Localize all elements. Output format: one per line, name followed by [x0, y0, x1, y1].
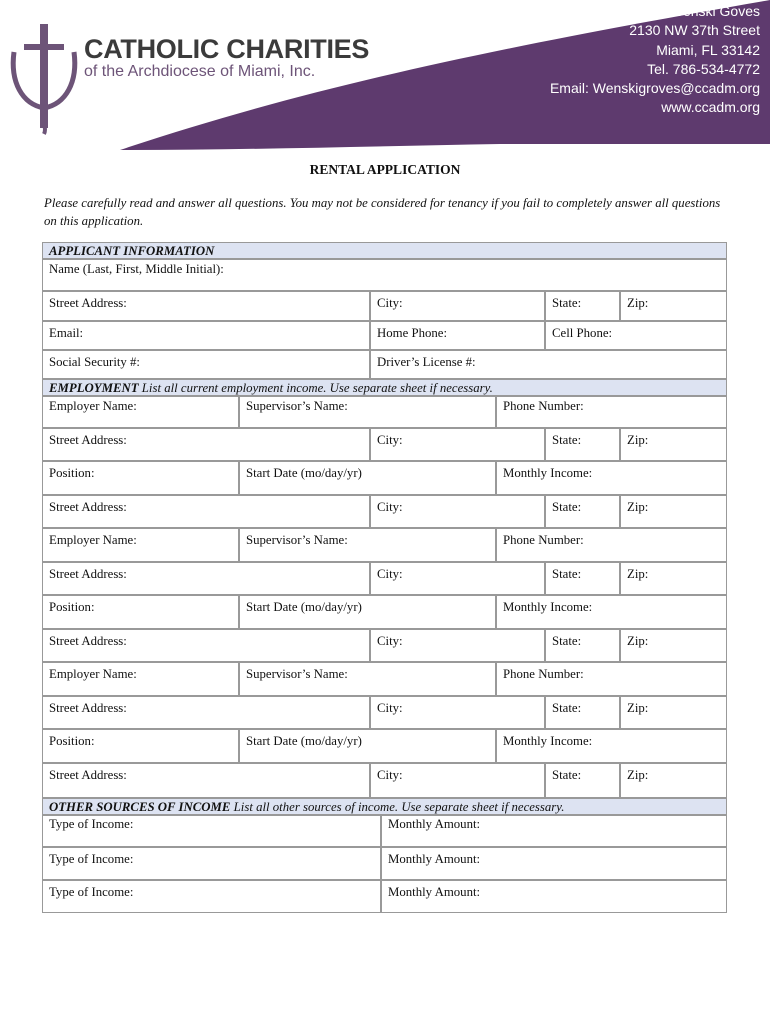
- employer-zip-field[interactable]: Zip:: [620, 696, 727, 729]
- monthly-income-field[interactable]: Monthly Income:: [496, 729, 727, 763]
- name-field[interactable]: Name (Last, First, Middle Initial):: [42, 259, 727, 291]
- section-applicant: [42, 242, 727, 259]
- income-amount-field[interactable]: Monthly Amount:: [381, 880, 727, 913]
- section-other-income-note: List all other sources of income. Use separate sheet if necessary.: [230, 800, 565, 814]
- section-other-income: [42, 798, 727, 815]
- employer-phone-field[interactable]: Phone Number:: [496, 528, 727, 562]
- cross-logo-icon: [8, 22, 82, 142]
- supervisor-name-field[interactable]: Supervisor’s Name:: [239, 396, 496, 428]
- employer-state-field[interactable]: State:: [545, 629, 620, 662]
- employer-state-field[interactable]: State:: [545, 763, 620, 798]
- section-employment-title: EMPLOYMENT: [49, 381, 139, 395]
- letterhead: [0, 0, 770, 150]
- employer-street-field[interactable]: Street Address:: [42, 562, 370, 595]
- applicant-street-field[interactable]: Street Address:: [42, 291, 370, 321]
- income-amount-field[interactable]: Monthly Amount:: [381, 815, 727, 847]
- position-field[interactable]: Position:: [42, 595, 239, 629]
- employer-city-field[interactable]: City:: [370, 428, 545, 461]
- contact-email: Email: Wenskigroves@ccadm.org: [549, 80, 760, 97]
- section-other-income-title: OTHER SOURCES OF INCOME: [49, 800, 231, 814]
- employer-street-field[interactable]: Street Address:: [42, 696, 370, 729]
- income-type-field[interactable]: Type of Income:: [42, 847, 381, 880]
- start-date-field[interactable]: Start Date (mo/day/yr): [239, 461, 496, 495]
- contact-website: www.ccadm.org: [661, 99, 760, 116]
- applicant-state-field[interactable]: State:: [545, 291, 620, 321]
- employer-street-field[interactable]: Street Address:: [42, 763, 370, 798]
- employer-name-field[interactable]: Employer Name:: [42, 662, 239, 696]
- employer-zip-field[interactable]: Zip:: [620, 629, 727, 662]
- income-type-field[interactable]: Type of Income:: [42, 880, 381, 913]
- employer-city-field[interactable]: City:: [370, 562, 545, 595]
- employer-city-field[interactable]: City:: [370, 495, 545, 528]
- employer-zip-field[interactable]: Zip:: [620, 562, 727, 595]
- supervisor-name-field[interactable]: Supervisor’s Name:: [239, 662, 496, 696]
- section-applicant-title: APPLICANT INFORMATION: [49, 244, 215, 258]
- contact-block: [550, 2, 760, 118]
- email-field[interactable]: Email:: [42, 321, 370, 350]
- contact-phone: Tel. 786-534-4772: [647, 60, 760, 77]
- monthly-income-field[interactable]: Monthly Income:: [496, 461, 727, 495]
- org-subtitle: of the Archdiocese of Miami, Inc.: [84, 63, 316, 80]
- employer-street-field[interactable]: Street Address:: [42, 495, 370, 528]
- contact-street: 2130 NW 37th Street: [629, 22, 760, 39]
- employer-state-field[interactable]: State:: [545, 696, 620, 729]
- org-name: CATHOLIC CHARITIES: [84, 34, 370, 64]
- page-title: RENTAL APPLICATION: [309, 162, 461, 177]
- cell-phone-field[interactable]: Cell Phone:: [545, 321, 727, 350]
- monthly-income-field[interactable]: Monthly Income:: [496, 595, 727, 629]
- employer-zip-field[interactable]: Zip:: [620, 495, 727, 528]
- employer-city-field[interactable]: City:: [370, 763, 545, 798]
- position-field[interactable]: Position:: [42, 461, 239, 495]
- income-amount-field[interactable]: Monthly Amount:: [381, 847, 727, 880]
- supervisor-name-field[interactable]: Supervisor’s Name:: [239, 528, 496, 562]
- employer-name-field[interactable]: Employer Name:: [42, 528, 239, 562]
- income-type-field[interactable]: Type of Income:: [42, 815, 381, 847]
- applicant-city-field[interactable]: City:: [370, 291, 545, 321]
- rental-form: [42, 242, 727, 913]
- employer-zip-field[interactable]: Zip:: [620, 428, 727, 461]
- employer-state-field[interactable]: State:: [545, 428, 620, 461]
- employer-city-field[interactable]: City:: [370, 696, 545, 729]
- employer-street-field[interactable]: Street Address:: [42, 629, 370, 662]
- employer-street-field[interactable]: Street Address:: [42, 428, 370, 461]
- applicant-zip-field[interactable]: Zip:: [620, 291, 727, 321]
- start-date-field[interactable]: Start Date (mo/day/yr): [239, 729, 496, 763]
- position-field[interactable]: Position:: [42, 729, 239, 763]
- intro-text: Please carefully read and answer all questions. You may not be considered for tenancy if you fail to completely answer all questions on this application.: [44, 196, 721, 228]
- contact-name: Wenski Goves: [670, 3, 760, 19]
- employer-city-field[interactable]: City:: [370, 629, 545, 662]
- ssn-field[interactable]: Social Security #:: [42, 350, 370, 379]
- section-employment-note: List all current employment income. Use separate sheet if necessary.: [138, 381, 493, 395]
- contact-city: Miami, FL 33142: [656, 41, 760, 58]
- start-date-field[interactable]: Start Date (mo/day/yr): [239, 595, 496, 629]
- section-employment: [42, 379, 727, 396]
- home-phone-field[interactable]: Home Phone:: [370, 321, 545, 350]
- employer-state-field[interactable]: State:: [545, 495, 620, 528]
- license-field[interactable]: Driver’s License #:: [370, 350, 727, 379]
- employer-state-field[interactable]: State:: [545, 562, 620, 595]
- employer-name-field[interactable]: Employer Name:: [42, 396, 239, 428]
- employer-zip-field[interactable]: Zip:: [620, 763, 727, 798]
- employer-phone-field[interactable]: Phone Number:: [496, 662, 727, 696]
- employer-phone-field[interactable]: Phone Number:: [496, 396, 727, 428]
